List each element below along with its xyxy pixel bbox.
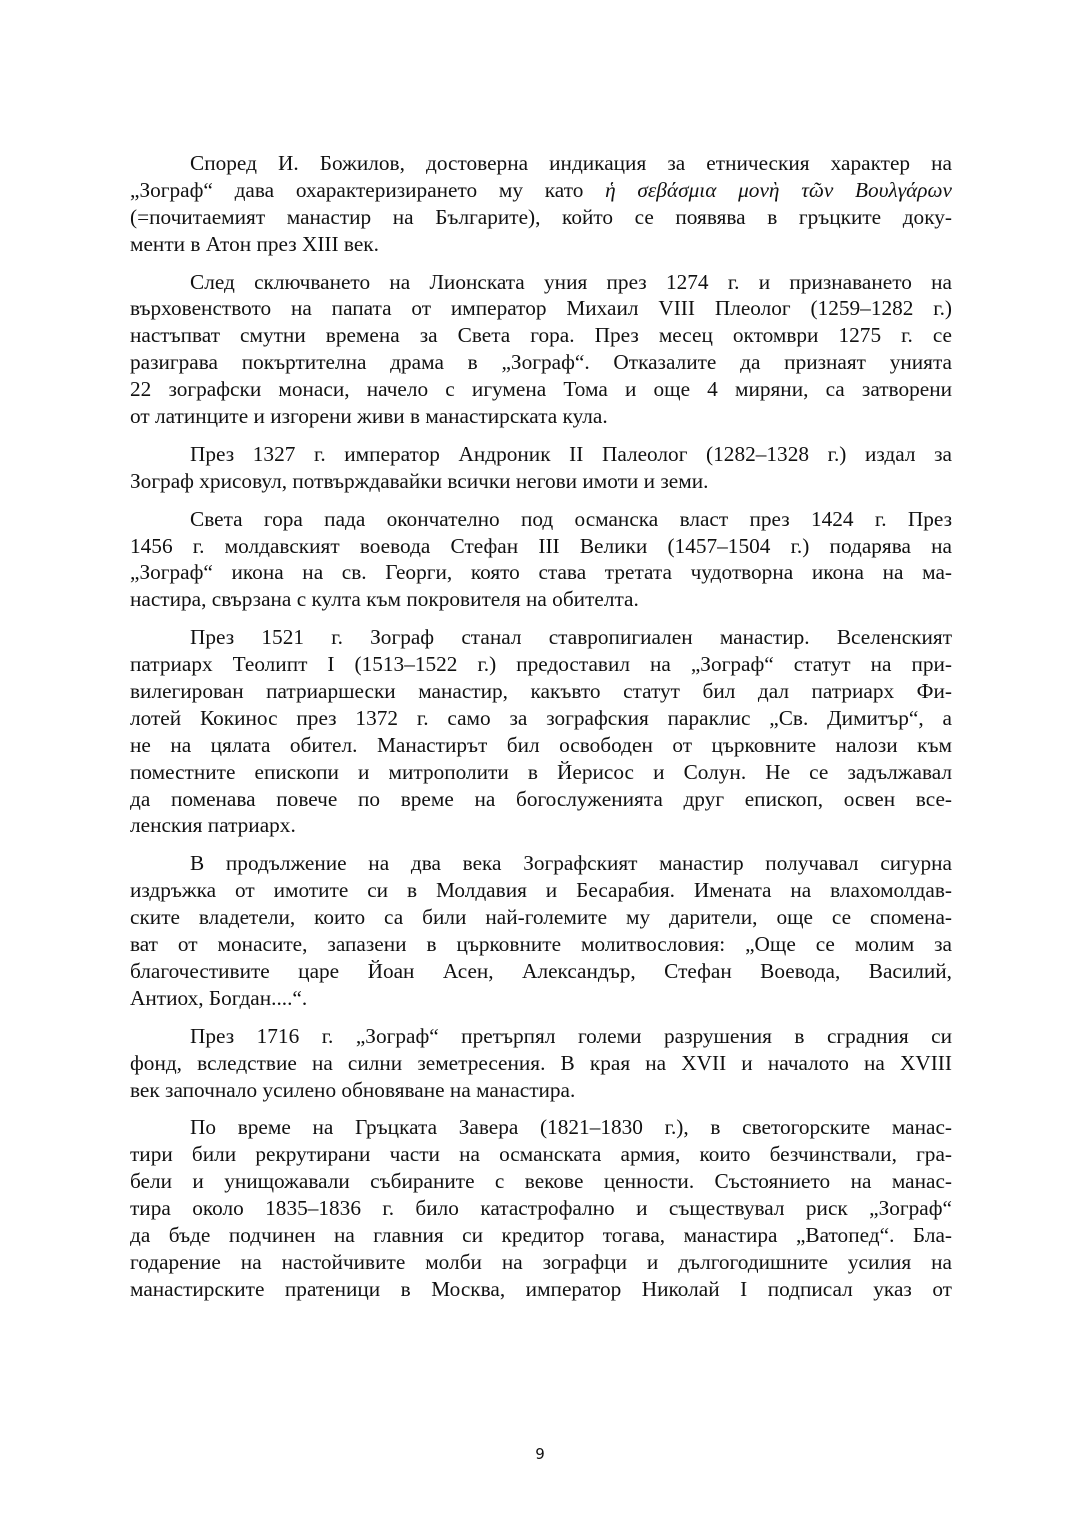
text-segment: „Зограф“ дава охарактеризирането му като <box>130 177 606 202</box>
text-line: от латинците и изгорени живи в манастирската кула. <box>130 404 608 429</box>
text-line: (=почитаемият манастир на Българите), който се появява в гръцките доку- <box>130 204 952 229</box>
paragraph <box>130 1023 952 1104</box>
text-line: В продължение на два века Зографският манастир получавал сигурна <box>190 851 952 876</box>
text-line: да поменава повече по време на богослуженията друг епископ, освен все- <box>130 786 952 811</box>
text-line: лотей Кокинос през 1372 г. само за зографския параклис „Св. Димитър“, а <box>130 705 952 730</box>
paragraph <box>130 506 952 614</box>
text-line: През 1521 г. Зограф станал ставропигиален манастир. Вселенският <box>190 625 952 650</box>
paragraph <box>130 850 952 1011</box>
text-line: Според И. Божилов, достоверна индикация за етническия характер на <box>190 151 952 175</box>
text-line: настира, свързана с култа към покровителя на обителта. <box>130 587 639 612</box>
text-line: патриарх Теолипт I (1513–1522 г.) предоставил на „Зограф“ статут на при- <box>130 652 952 677</box>
text-line: ленския патриарх. <box>130 813 296 838</box>
text-line: През 1716 г. „Зограф“ претърпял големи разрушения в сградния си <box>190 1023 952 1048</box>
text-line: настъпват смутни времена за Света гора. През месец октомври 1275 г. се <box>130 323 952 348</box>
text-line: менти в Атон през XIII век. <box>130 231 379 256</box>
text-line: „Зограф“ икона на св. Георги, която става третата чудотворна икона на ма- <box>130 560 952 585</box>
text-line: ват от монасите, запазени в църковните молитвословия: „Още се молим за <box>130 932 952 957</box>
text-line: ските владетели, които са били най-големите му дарители, още се спомена- <box>130 905 952 930</box>
text-line: издръжка от имотите си в Молдавия и Бесарабия. Имената на влахомолдав- <box>130 878 952 903</box>
text-line: не на цялата обител. Манастирът бил освободен от църковните налози към <box>130 732 952 757</box>
paragraph <box>130 624 952 839</box>
text-line: През 1327 г. император Андроник II Палеолог (1282–1328 г.) издал за <box>190 441 952 466</box>
text-line: фонд, вследствие на силни земетресения. В края на XVII и началото на XVIII <box>130 1050 952 1075</box>
paragraph <box>130 269 952 430</box>
text-line: вилегирован патриаршески манастир, какъвто статут бил дал патриарх Фи- <box>130 679 952 704</box>
text-line: върховенството на папата от император Михаил VIII Плеолог (1259–1282 г.) <box>130 296 952 321</box>
text-line: годарение на настойчивите молби на зографци и дългогодишните усилия на <box>130 1249 952 1274</box>
text-line: да бъде подчинен на главния си кредитор тогава, манастира „Ватопед“. Бла- <box>130 1222 952 1247</box>
text-line: По време на Гръцката Завера (1821–1830 г.), в светогорските манас- <box>190 1115 952 1140</box>
text-line <box>130 177 952 204</box>
paragraph <box>130 441 952 495</box>
text-line: благочестивите царе Йоан Асен, Александър, Стефан Воевода, Василий, <box>130 958 952 983</box>
text-line: тира около 1835–1836 г. било катастрофално и съществувал риск „Зограф“ <box>130 1196 952 1221</box>
text-line: Света гора пада окончателно под османска власт през 1424 г. През <box>190 506 952 531</box>
text-line: След сключването на Лионската уния през 1274 г. и признаването на <box>190 269 952 294</box>
paragraph <box>130 1114 952 1302</box>
text-line: 22 зографски монаси, начело с игумена Тома и още 4 миряни, са затворени <box>130 377 952 402</box>
text-line: век започнало усилено обновяване на манастира. <box>130 1077 576 1102</box>
text-line: Зограф хрисовул, потвърждавайки всички негови имоти и земи. <box>130 468 709 493</box>
text-line: поместните епископи и митрополити в Йерисос и Солун. Не се задължавал <box>130 759 952 784</box>
text-line: 1456 г. молдавският воевода Стефан III Велики (1457–1504 г.) подарява на <box>130 533 952 558</box>
paragraph <box>130 150 952 258</box>
text-line: бели и унищожавали събираните с векове ценности. Състоянието на манас- <box>130 1169 952 1194</box>
page-number: 9 <box>535 1445 545 1463</box>
text-line: манастирските пратеници в Москва, император Николай I подписал указ от <box>130 1276 952 1301</box>
text-line: Антиох, Богдан....“. <box>130 985 308 1010</box>
document-body <box>130 150 952 1314</box>
text-line: разиграва покъртителна драма в „Зограф“. Отказалите да признаят унията <box>130 350 952 375</box>
greek-quote: ἡ σεβάσμια μονὴ τῶν Βουλγάρων <box>605 177 952 202</box>
text-line: тири били рекрутирани части на османската армия, които безчинствали, гра- <box>130 1142 952 1167</box>
